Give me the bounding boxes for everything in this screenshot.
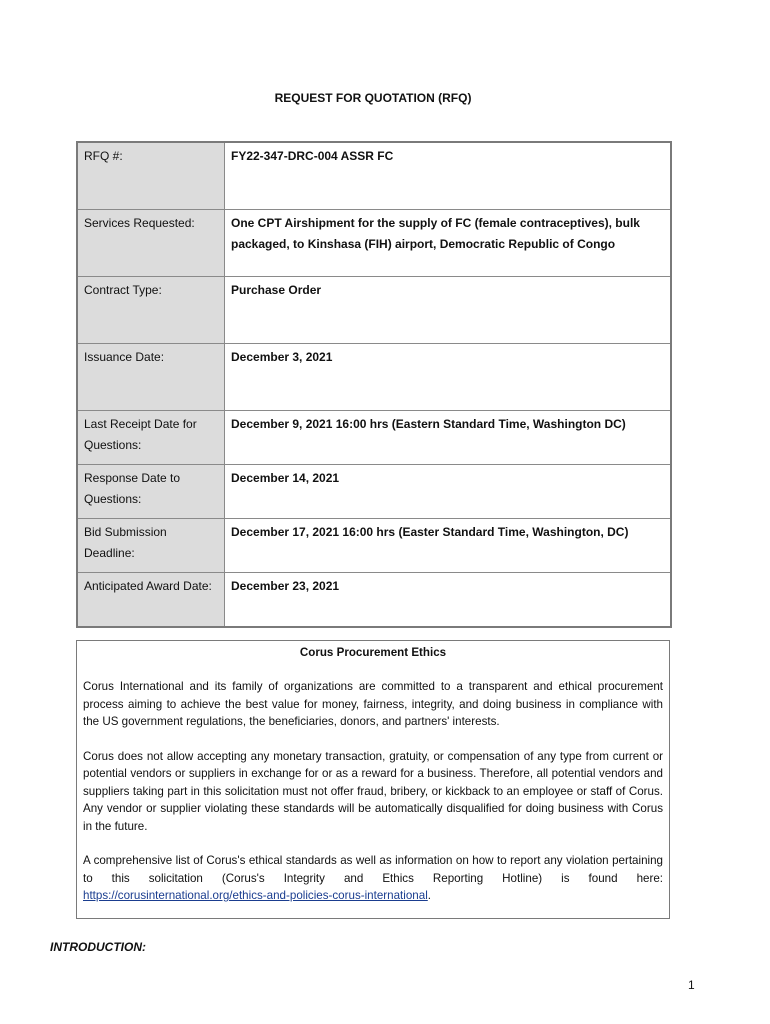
ethics-paragraph-commitment: Corus International and its family of organizations are committed to a transparent and ethical procurement process aiming to achieve the best value for money, fairness, integrity, and doing business in compliance with the US government regulations, the beneficiaries, donors, and partners' interests.	[83, 680, 663, 728]
ethics-paragraph-policy: Corus does not allow accepting any monetary transaction, gratuity, or compensation of any type from current or potential vendors or suppliers in exchange for or as a reward for a business. Therefore, all potential vendors and suppliers taking part in this solicitation must not offer fraud, bribery, or kickback to an employee or staff of Corus. Any vendor or supplier violating these standards will be automatically disqualified for doing business with Corus in the future.	[83, 749, 663, 833]
procurement-ethics-box	[76, 640, 670, 919]
ethics-policy-link[interactable]: https://corusinternational.org/ethics-and-policies-corus-international	[83, 889, 428, 902]
issuance-date-label: Issuance Date:	[77, 344, 225, 411]
services-requested-label: Services Requested:	[77, 210, 225, 277]
ethics-reporting-period: .	[427, 889, 432, 902]
introduction-heading: INTRODUCTION:	[50, 940, 146, 954]
table-row	[77, 573, 671, 628]
bid-deadline-value: December 17, 2021 16:00 hrs (Easter Standard Time, Washington, DC)	[225, 519, 672, 573]
page-title: REQUEST FOR QUOTATION (RFQ)	[274, 91, 472, 105]
services-requested-value: One CPT Airshipment for the supply of FC (female contraceptives), bulk packaged, to Kinshasa (FIH) airport, Democratic Republic of Congo	[225, 210, 672, 277]
issuance-date-value: December 3, 2021	[225, 344, 672, 411]
table-row	[77, 411, 671, 465]
table-row	[77, 210, 671, 277]
rfq-number-value: FY22-347-DRC-004 ASSR FC	[225, 142, 672, 210]
last-receipt-date-value: December 9, 2021 16:00 hrs (Eastern Standard Time, Washington DC)	[225, 411, 672, 465]
award-date-value: December 23, 2021	[225, 573, 672, 628]
ethics-paragraph-reporting	[83, 852, 663, 905]
ethics-reporting-text: A comprehensive list of Corus's ethical standards as well as information on how to report any violation pertaining to this solicitation (Corus's Integrity and Ethics Reporting Hotline) is found here:	[83, 854, 663, 885]
table-row	[77, 344, 671, 411]
award-date-label: Anticipated Award Date:	[77, 573, 225, 628]
page-number: 1	[688, 978, 695, 992]
ethics-title: Corus Procurement Ethics	[299, 646, 447, 659]
last-receipt-date-label: Last Receipt Date for Questions:	[77, 411, 225, 465]
rfq-number-label: RFQ #:	[77, 142, 225, 210]
response-date-label: Response Date to Questions:	[77, 465, 225, 519]
contract-type-label: Contract Type:	[77, 277, 225, 344]
bid-deadline-label: Bid Submission Deadline:	[77, 519, 225, 573]
response-date-value: December 14, 2021	[225, 465, 672, 519]
table-row	[77, 465, 671, 519]
contract-type-value: Purchase Order	[225, 277, 672, 344]
table-row	[77, 277, 671, 344]
table-row	[77, 519, 671, 573]
rfq-details-table	[76, 141, 672, 628]
table-row	[77, 142, 671, 210]
